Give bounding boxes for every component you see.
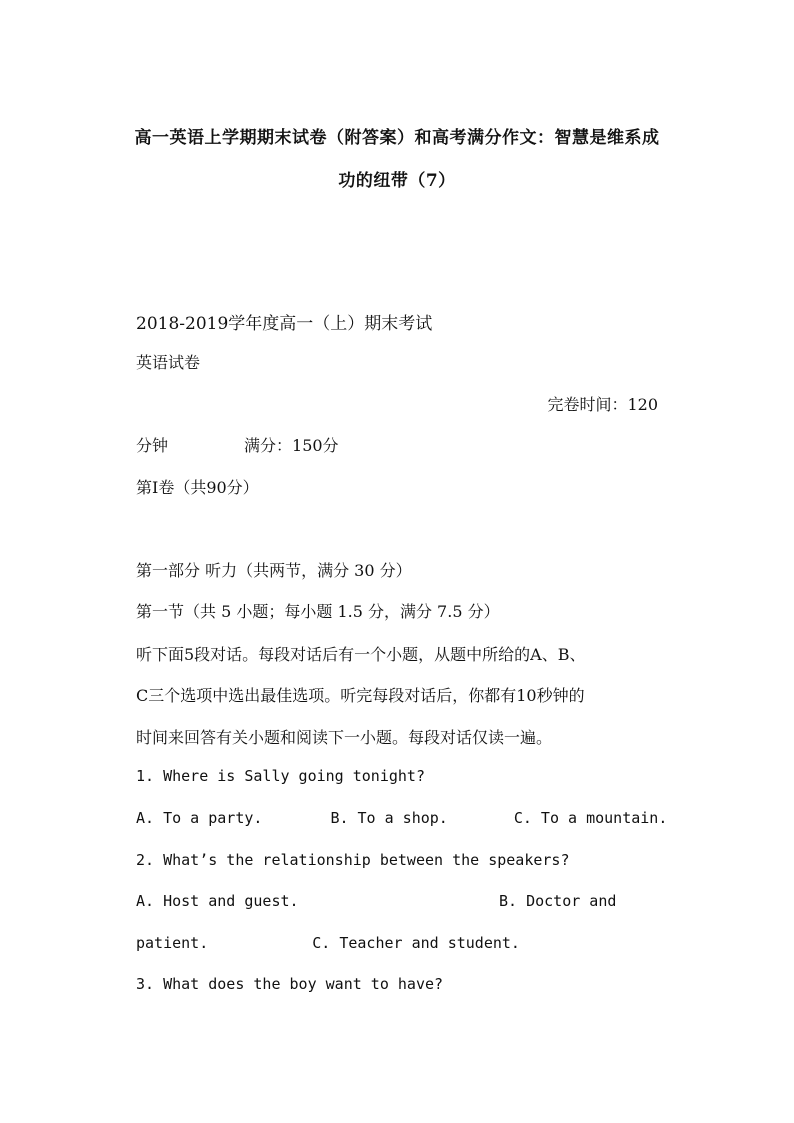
instruction-line-2: C三个选项中选出最佳选项。听完每段对话后，你都有10秒钟的 bbox=[136, 686, 585, 705]
question-2-options-cont bbox=[136, 934, 520, 952]
section1-heading: 第一节（共 5 小题；每小题 1.5 分，满分 7.5 分） bbox=[136, 602, 500, 621]
option-b-cont: patient. bbox=[136, 934, 209, 952]
option-c: C. Teacher and student. bbox=[312, 934, 520, 952]
paper-name: 英语试卷 bbox=[136, 353, 201, 372]
option-a: A. To a party. bbox=[136, 809, 263, 827]
question-3: 3. What does the boy want to have? bbox=[136, 975, 444, 993]
time-label: 完卷时间：120 bbox=[547, 395, 658, 414]
question-2-option-a: A. Host and guest. bbox=[136, 892, 299, 910]
volume-heading: 第Ⅰ卷（共90分） bbox=[136, 478, 259, 497]
full-score: 满分：150分 bbox=[244, 436, 339, 455]
question-1-options bbox=[136, 809, 667, 827]
question-1: 1. Where is Sally going tonight? bbox=[136, 767, 425, 785]
document-title-line1: 高一英语上学期期末试卷（附答案）和高考满分作文：智慧是维系成 bbox=[134, 128, 660, 148]
instruction-line-3: 时间来回答有关小题和阅读下一小题。每段对话仅读一遍。 bbox=[136, 728, 553, 747]
instruction-line-1: 听下面5段对话。每段对话后有一个小题，从题中所给的A、B、 bbox=[136, 645, 586, 664]
time-unit: 分钟 bbox=[136, 436, 169, 455]
document-title-line2: 功的纽带（7） bbox=[338, 171, 456, 191]
exam-title: 2018-2019学年度高一（上）期末考试 bbox=[136, 314, 433, 334]
question-2: 2. What’s the relationship between the speakers? bbox=[136, 851, 570, 869]
option-c: C. To a mountain. bbox=[513, 809, 668, 827]
time-score-line bbox=[136, 433, 339, 456]
part1-heading: 第一部分 听力（共两节，满分 30 分） bbox=[136, 561, 412, 580]
question-2-option-b: B. Doctor and bbox=[499, 892, 617, 910]
option-b: B. To a shop. bbox=[330, 809, 448, 827]
